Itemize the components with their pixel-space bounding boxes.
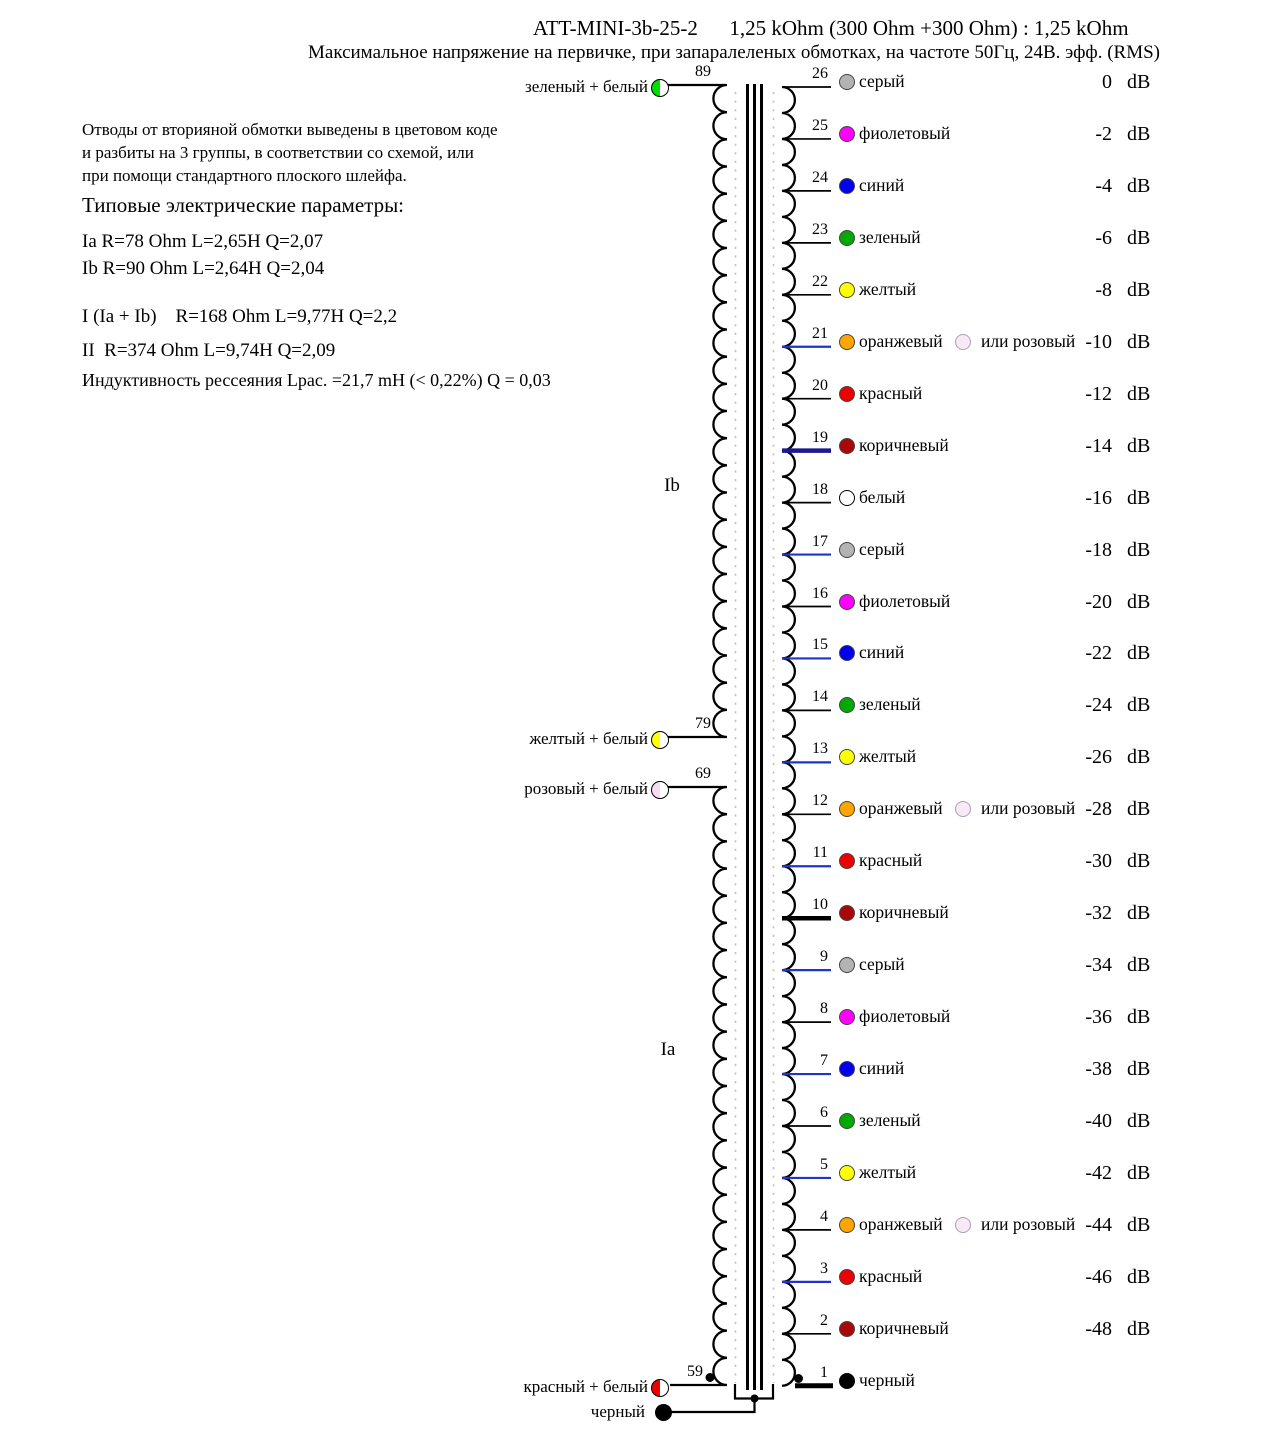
primary-wire-color-dot: [651, 781, 669, 799]
winding-label-ia: Ia: [660, 1039, 676, 1060]
primary-coil-ia: [666, 787, 727, 1385]
tap-db-unit: dB: [1127, 382, 1151, 405]
tap-db-value: -42: [1085, 1161, 1112, 1184]
tap-wire-color-dot: [839, 74, 855, 90]
secondary-tap-number: 24: [812, 168, 828, 186]
tap-color-label: серый: [859, 954, 905, 975]
notes-block: [82, 118, 498, 187]
tap-db-value: -38: [1085, 1058, 1112, 1081]
parameter-line: I (Ia + Ib) R=168 Ohm L=9,77H Q=2,2: [82, 306, 398, 327]
tap-color-label: синий: [859, 642, 905, 663]
secondary-tap-number: 10: [812, 896, 828, 914]
page-subtitle: Максимальное напряжение на первичке, при запаралеленых обмотках, на частоте 50Гц, 24В. эфф. (RMS): [308, 42, 1160, 63]
tap-color-label: зеленый: [859, 1110, 921, 1130]
tap-db-unit: dB: [1127, 122, 1151, 145]
tap-db-value: -28: [1085, 798, 1112, 821]
note-line: Отводы от вторияной обмотки выведены в цветовом коде: [82, 120, 498, 139]
tap-color-label: коричневый: [859, 434, 949, 455]
tap-db-value: -8: [1095, 278, 1112, 301]
secondary-tap-number: 15: [812, 636, 828, 654]
secondary-tap-number: 21: [812, 324, 828, 342]
secondary-tap-number: 19: [812, 428, 828, 446]
tap-color-label: желтый: [859, 746, 917, 767]
tap-color-label: синий: [859, 1058, 905, 1079]
secondary-tap-number: 17: [812, 532, 828, 550]
primary-wire-color-dot: [651, 1379, 669, 1397]
tap-db-value: -44: [1085, 1213, 1112, 1236]
secondary-tap-number: 18: [812, 480, 828, 498]
tap-db-unit: dB: [1127, 434, 1151, 457]
secondary-tap-number: 23: [812, 220, 828, 238]
secondary-tap-number: 20: [812, 376, 828, 394]
tap-color-label: белый: [859, 486, 906, 507]
secondary-tap-number: 22: [812, 272, 828, 290]
tap-alt-color-label: или розовый: [981, 330, 1076, 351]
secondary-tap-number: 8: [820, 1000, 828, 1018]
tap-db-value: -36: [1085, 1006, 1112, 1029]
tap-wire-color-dot: [839, 1113, 855, 1129]
tap-db-value: -14: [1085, 434, 1112, 457]
tap-db-value: -34: [1085, 954, 1112, 977]
tap-color-label: желтый: [859, 278, 917, 299]
tap-db-value: -32: [1085, 902, 1112, 925]
tap-db-unit: dB: [1127, 226, 1151, 249]
tap-db-value: -18: [1085, 538, 1112, 561]
tap-color-label: фиолетовый: [859, 1006, 951, 1027]
primary-tap-label: желтый + белый: [529, 729, 648, 748]
tap-wire-color-dot: [839, 1061, 855, 1077]
tap-wire-color-dot: [839, 386, 855, 402]
tap-db-unit: dB: [1127, 174, 1151, 197]
secondary-tap-number: 3: [820, 1259, 828, 1277]
tap-color-label: коричневый: [859, 902, 949, 923]
tap-alt-color-label: или розовый: [981, 798, 1076, 819]
secondary-tap-number: 12: [812, 792, 828, 810]
shield-lead-wire: [671, 1399, 755, 1413]
tap-color-label: зеленый: [859, 226, 921, 247]
tap-db-unit: dB: [1127, 330, 1151, 353]
primary-phase-dot: [706, 1373, 715, 1382]
tap-color-label: серый: [859, 71, 905, 91]
tap-color-label: коричневый: [859, 1317, 949, 1338]
tap-db-unit: dB: [1127, 1006, 1151, 1029]
tap-db-unit: dB: [1127, 1317, 1151, 1340]
primary-tap-number: 79: [695, 715, 711, 732]
secondary-tap-number: 25: [812, 116, 828, 134]
winding-label-ib: Ib: [664, 475, 680, 496]
tap-db-unit: dB: [1127, 850, 1151, 873]
tap-alt-color-dot: [955, 334, 971, 350]
tap-db-unit: dB: [1127, 486, 1151, 509]
tap-db-unit: dB: [1127, 1058, 1151, 1081]
parameter-line: Индуктивность рессеяния Lpac. =21,7 mH (< 0,22%) Q = 0,03: [82, 370, 551, 390]
primary-tap-number: 69: [695, 765, 711, 782]
tap-wire-color-dot: [839, 1165, 855, 1181]
secondary-tap-number: 26: [812, 65, 828, 82]
tap-db-unit: dB: [1127, 71, 1151, 93]
secondary-tap-number: 1: [820, 1363, 828, 1381]
primary-tap-number: 59: [687, 1363, 703, 1380]
note-line: и разбиты на 3 группы, в соответствии со схемой, или: [82, 143, 474, 162]
tap-db-unit: dB: [1127, 590, 1151, 613]
tap-db-unit: dB: [1127, 538, 1151, 561]
primary-tap-label: розовый + белый: [524, 779, 648, 798]
tap-db-value: -48: [1085, 1317, 1112, 1340]
secondary-tap-number: 14: [812, 688, 828, 706]
tap-db-unit: dB: [1127, 642, 1151, 665]
tap-color-label: серый: [859, 538, 905, 559]
tap-db-value: -20: [1085, 590, 1112, 613]
primary-wire-color-dot: [651, 731, 669, 749]
parameter-line: Ib R=90 Ohm L=2,64H Q=2,04: [82, 258, 325, 279]
secondary-tap-number: 6: [820, 1104, 828, 1121]
tap-color-label: желтый: [859, 1161, 917, 1182]
tap-db-value: -10: [1085, 330, 1112, 353]
tap-db-unit: dB: [1127, 278, 1151, 301]
primary-tap-number: 89: [695, 63, 711, 80]
secondary-tap-number: 16: [812, 584, 828, 602]
tap-db-unit: dB: [1127, 1265, 1151, 1288]
tap-wire-color-dot: [839, 594, 855, 610]
tap-db-value: -4: [1095, 174, 1112, 197]
tap-wire-color-dot: [839, 282, 855, 298]
tap-wire-color-dot: [839, 126, 855, 142]
tap-db-value: -46: [1085, 1265, 1112, 1288]
tap-db-unit: dB: [1127, 902, 1151, 925]
primary-tap-label: красный + белый: [523, 1377, 648, 1396]
tap-wire-color-dot: [839, 334, 855, 350]
tap-color-label: красный: [859, 850, 923, 871]
tap-db-value: -24: [1085, 694, 1112, 717]
parameter-line: II R=374 Ohm L=9,74H Q=2,09: [82, 340, 336, 361]
primary-wire-color-dot: [651, 79, 669, 97]
secondary-tap-number: 2: [820, 1311, 828, 1329]
tap-wire-color-dot: [839, 438, 855, 454]
tap-wire-color-dot: [839, 1217, 855, 1233]
tap-alt-color-label: или розовый: [981, 1213, 1076, 1234]
tap-db-value: -40: [1085, 1110, 1112, 1132]
parameters-heading: Типовые электрические параметры:: [82, 193, 405, 217]
tap-color-label: оранжевый: [859, 330, 943, 351]
tap-db-value: -12: [1085, 382, 1112, 405]
primary-tap-label: черный: [590, 1402, 645, 1421]
tap-color-label: фиолетовый: [859, 122, 951, 143]
tap-db-value: -22: [1085, 642, 1112, 665]
tap-color-label: синий: [859, 174, 905, 195]
primary-wire-color-dot: [655, 1404, 672, 1421]
secondary-tap-number: 9: [820, 948, 828, 966]
page-title: ATT-MINI-3b-25-2 1,25 kOhm (300 Ohm +300 Ohm) : 1,25 kOhm: [533, 16, 1129, 40]
tap-db-unit: dB: [1127, 1110, 1151, 1132]
tap-wire-color-dot: [839, 490, 855, 506]
secondary-tap-number: 4: [820, 1207, 828, 1225]
tap-wire-color-dot: [839, 1321, 855, 1337]
tap-db-unit: dB: [1127, 746, 1151, 769]
tap-wire-color-dot: [839, 1269, 855, 1285]
tap-db-value: -2: [1095, 122, 1112, 145]
tap-db-unit: dB: [1127, 1213, 1151, 1236]
primary-coil-ib: [666, 85, 727, 737]
tap-color-label: оранжевый: [859, 798, 943, 819]
tap-wire-color-dot: [839, 230, 855, 246]
parameter-line: Ia R=78 Ohm L=2,65H Q=2,07: [82, 231, 324, 252]
tap-db-unit: dB: [1127, 694, 1151, 717]
secondary-tap-number: 7: [820, 1052, 828, 1070]
tap-db-value: -26: [1085, 746, 1112, 769]
tap-db-value: -30: [1085, 850, 1112, 873]
primary-tap-label: зеленый + белый: [525, 77, 648, 96]
secondary-tap-number: 13: [812, 740, 828, 758]
tap-color-label: фиолетовый: [859, 590, 951, 611]
tap-color-label: зеленый: [859, 694, 921, 715]
tap-alt-color-dot: [955, 1217, 971, 1233]
tap-color-label: оранжевый: [859, 1213, 943, 1234]
tap-color-label: черный: [859, 1369, 915, 1390]
tap-wire-color-dot: [839, 178, 855, 194]
tap-wire-color-dot: [839, 1373, 855, 1389]
secondary-tap-number: 5: [820, 1155, 828, 1173]
tap-color-label: красный: [859, 1265, 923, 1286]
tap-db-unit: dB: [1127, 1161, 1151, 1184]
tap-db-value: -16: [1085, 486, 1112, 509]
tap-db-unit: dB: [1127, 954, 1151, 977]
tap-color-label: красный: [859, 382, 923, 403]
tap-db-value: 0: [1102, 71, 1112, 93]
tap-wire-color-dot: [839, 542, 855, 558]
secondary-tap-number: 11: [812, 844, 828, 862]
note-line: при помощи стандартного плоского шлейфа.: [82, 166, 407, 185]
tap-db-value: -6: [1095, 226, 1112, 249]
tap-db-unit: dB: [1127, 798, 1151, 821]
tap-wire-color-dot: [839, 1009, 855, 1025]
